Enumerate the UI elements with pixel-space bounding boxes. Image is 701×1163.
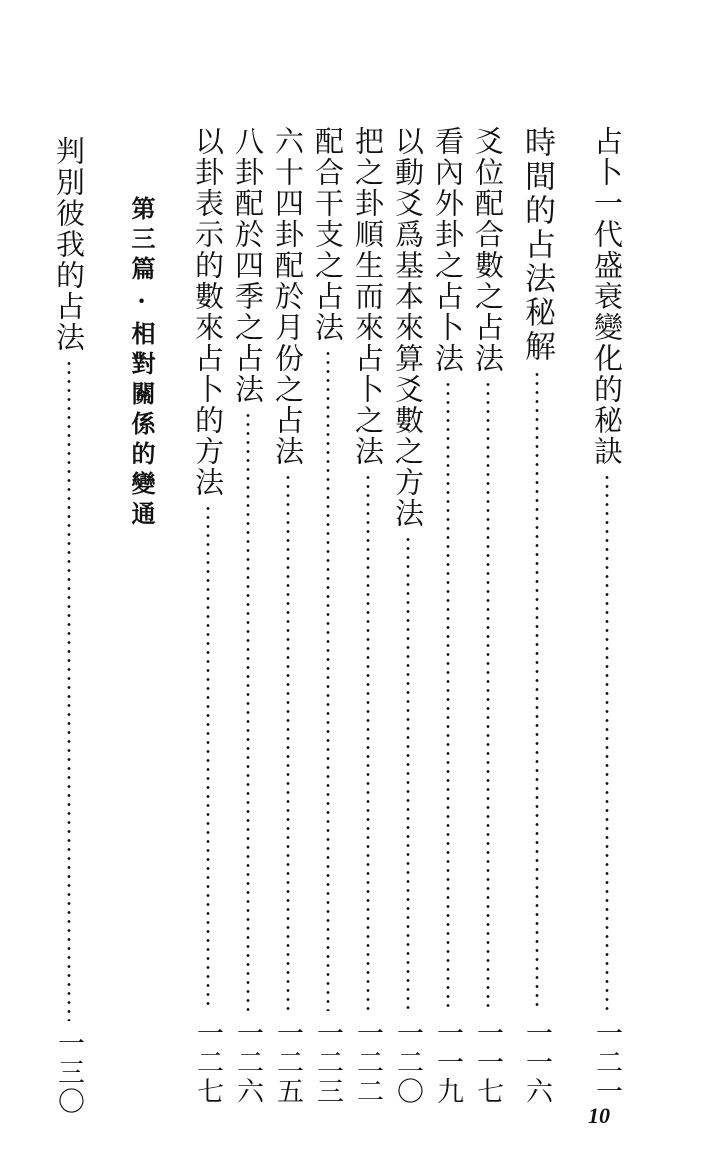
toc-entry-title: 判別彼我的占法 <box>52 136 86 353</box>
toc-entry-title: 占卜一代盛衰變化的秘訣 <box>590 126 624 467</box>
toc-entry <box>231 126 265 1106</box>
dot-leader <box>366 473 370 1011</box>
toc-subheading <box>519 126 555 1106</box>
toc-entry-page: 一二二 <box>352 1019 383 1106</box>
toc-entry <box>52 136 86 1116</box>
toc-entry <box>271 126 305 1106</box>
dot-leader <box>206 504 210 1011</box>
dot-leader <box>326 349 330 1011</box>
toc-entry-title: 以卦表示的數來占卜的方法 <box>191 126 225 498</box>
toc-entry <box>471 126 505 1106</box>
dot-leader <box>246 411 250 1011</box>
toc-entry-title: 八卦配於四季之占法 <box>231 126 265 405</box>
toc-entry-page: 一二〇 <box>392 1019 423 1106</box>
section-heading: 第三篇·相對關係的變通 <box>127 196 156 531</box>
toc-entry <box>351 126 385 1106</box>
toc-entry <box>191 126 225 1106</box>
dot-leader <box>486 380 490 1011</box>
toc-entry-page: 一一六 <box>521 1019 552 1106</box>
toc-entry-page: 一二一 <box>591 1019 622 1106</box>
toc-entry-page: 一一九 <box>432 1019 463 1106</box>
toc-entry <box>391 126 425 1106</box>
toc-entry-title: 爻位配合數之占法 <box>471 126 505 374</box>
toc-entry-page: 一一七 <box>472 1019 503 1106</box>
toc-entry <box>590 126 624 1106</box>
dot-leader <box>535 370 539 1011</box>
toc-entry-page: 一二六 <box>232 1019 263 1106</box>
dot-leader <box>286 473 290 1011</box>
page-number: 10 <box>588 1103 610 1128</box>
toc-entry-title: 看內外卦之占卜法 <box>431 126 465 374</box>
toc-entry-page: 一二七 <box>192 1019 223 1106</box>
toc-entry-page: 一二五 <box>272 1019 303 1106</box>
toc-entry-page: 一三〇 <box>53 1029 84 1116</box>
dot-leader <box>406 535 410 1011</box>
toc-entry-title: 把之卦順生而來占卜之法 <box>351 126 385 467</box>
dot-leader <box>605 473 609 1011</box>
dot-leader <box>446 380 450 1011</box>
toc-entry-page: 一二三 <box>312 1019 343 1106</box>
toc-entry-title: 以動爻爲基本來算爻數之方法 <box>391 126 425 529</box>
dot-leader <box>67 359 71 1021</box>
toc-entry-title: 時間的占法秘解 <box>519 126 555 364</box>
toc-entry-title: 六十四卦配於月份之占法 <box>271 126 305 467</box>
toc-entry <box>431 126 465 1106</box>
toc-entry-title: 配合干支之占法 <box>311 126 345 343</box>
toc-entry <box>311 126 345 1106</box>
